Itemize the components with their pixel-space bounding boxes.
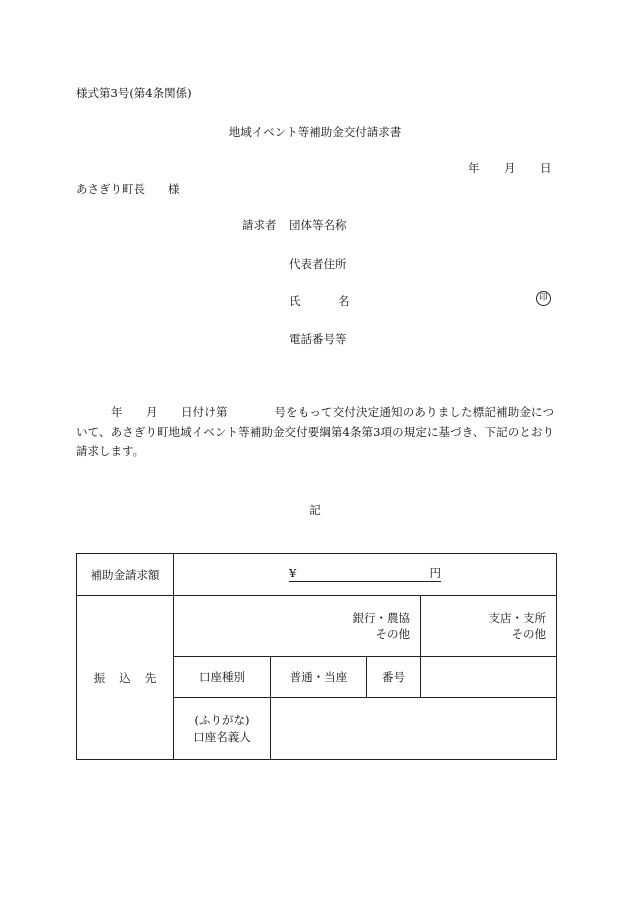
name-field-label-1: 氏	[289, 294, 301, 308]
amount-field[interactable]	[174, 554, 557, 596]
yen-unit: 円	[429, 565, 441, 580]
ki-heading: 記	[309, 503, 321, 517]
requester-label: 請求者	[242, 218, 277, 232]
form-number: 様式第3号(第4条関係)	[76, 86, 192, 100]
name-field-label-2: 名	[338, 294, 350, 308]
account-type-label: 口座種別	[174, 657, 271, 698]
date-day: 日	[540, 161, 552, 175]
branch-name-field[interactable]: 支店・支所 その他	[421, 596, 557, 657]
org-name-field[interactable]: 団体等名称	[289, 218, 347, 232]
account-holder-label: (ふりがな) 口座名義人	[174, 698, 271, 760]
bank-name-field[interactable]: 銀行・農協 その他	[174, 596, 421, 657]
account-type-value[interactable]: 普通・当座	[271, 657, 367, 698]
payment-table	[76, 553, 557, 760]
amount-label: 補助金請求額	[77, 554, 174, 596]
account-holder-field[interactable]	[271, 698, 557, 760]
document-title: 地域イベント等補助金交付請求書	[228, 125, 402, 139]
account-number-label: 番号	[367, 657, 421, 698]
seal-mark: 印	[536, 291, 551, 306]
addressee: あさぎり町長 様	[76, 182, 180, 196]
phone-field[interactable]: 電話番号等	[289, 332, 347, 346]
account-number-field[interactable]	[421, 657, 557, 698]
yen-mark: ¥	[289, 565, 297, 580]
transfer-destination-label: 振 込 先	[77, 596, 174, 760]
date-month: 月	[504, 161, 516, 175]
rep-address-field[interactable]: 代表者住所	[289, 257, 347, 271]
request-body-text: 年 月 日付け第 号をもって交付決定通知のありました標記補助金について、あさぎり町地域イベント等補助金交付要綱第4条第3項の規定に基づき、下記のとおり請求します。	[76, 405, 554, 458]
date-year: 年	[468, 161, 480, 175]
